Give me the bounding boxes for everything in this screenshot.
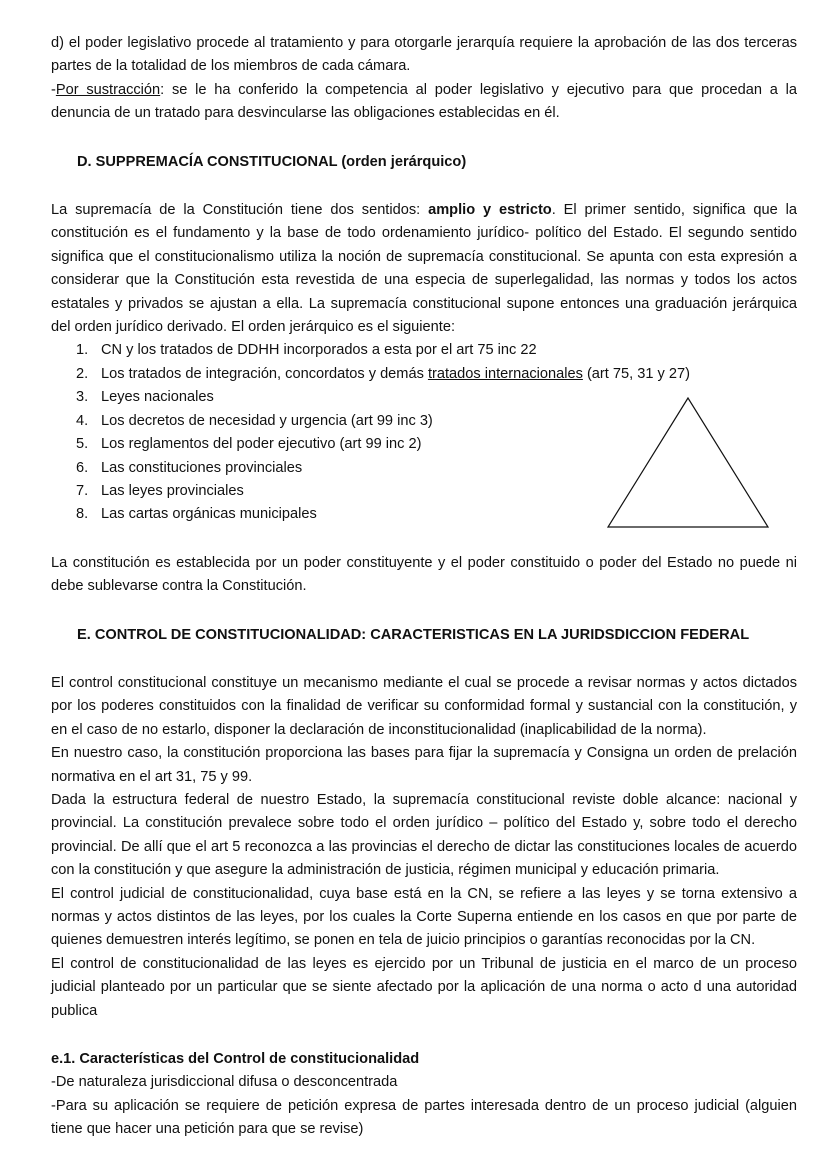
list-item (51, 339, 797, 362)
list-number: 3. (76, 389, 89, 406)
list-number: 8. (76, 506, 89, 523)
list-number: 2. (76, 365, 89, 382)
sustraccion-text: : se le ha conferido la competencia al poder legislativo y ejecutivo para que procedan a la denuncia de un tratado para desvincularse las obligaciones establecidas en él. (51, 81, 797, 122)
list-text: Las cartas orgánicas municipales (101, 506, 317, 523)
list-text: CN y los tratados de DDHH incorporados a esta por el art 75 inc 22 (101, 342, 537, 359)
supremacia-text-b: . El primer sentido, significa que la constitución es el fundamento y la base de todo ordenamiento jurídico- político del Estado. El segundo sentido significa que el constitucionalismo utiliza la noción de supremacía constitucional. Se apunta con esta expresión a considerar que la Constitución esta revestida de una especia de superlegalidad, las normas y todos los actos estatales y privados se ajustan a ella. La supremacía constitucional supone entonces una graduación jerárquica del orden jurídico derivado. El orden jerárquico es el siguiente: (51, 202, 797, 336)
list-text: Las constituciones provinciales (101, 459, 303, 476)
list-number: 7. (76, 482, 89, 499)
bullet-peticion: -Para su aplicación se requiere de petición expresa de partes interesada dentro de un proceso judicial (alguien tiene que hacer una petición para que se revise) (51, 1097, 797, 1138)
hierarchy-triangle-icon (607, 397, 769, 529)
constitucion-paragraph: La constitución es establecida por un poder constituyente y el poder constituido o poder del Estado no puede ni debe sublevarse contra la Constitución. (51, 554, 797, 595)
list-text: Leyes nacionales (101, 389, 214, 406)
list-item (51, 363, 797, 386)
list-text: Las leyes provinciales (101, 482, 244, 499)
document-page (51, 32, 797, 1142)
section-e1-heading: e.1. Características del Control de constitucionalidad (51, 1051, 420, 1068)
list-text: Los decretos de necesidad y urgencia (art 99 inc 3) (101, 412, 433, 429)
hierarchy-list-block (51, 339, 797, 526)
control-paragraph-3: Dada la estructura federal de nuestro Estado, la supremacía constitucional reviste doble alcance: nacional y provincial. La constitución prevalece sobre todo el orden jurídico – político del Estado y, sobre todo el derecho provincial. De allí que el art 5 reconozca a las provincias el derecho de dictar las constituciones locales de acuerdo con la constitución y que asegure la administración de justicia, régimen municipal y educación primaria. (51, 791, 797, 879)
control-paragraph-5: El control de constitucionalidad de las leyes es ejercido por un Tribunal de justicia en el marco de un proceso judicial planteado por un particular que se siente afectado por la aplicación de una norma o acto d una autoridad publica (51, 955, 797, 1019)
section-d-heading: D. SUPPREMACÍA CONSTITUCIONAL (orden jerárquico) (77, 153, 467, 170)
control-paragraph-2: En nuestro caso, la constitución proporciona las bases para fijar la supremacía y Consigna un orden de prelación normativa en el art 31, 75 y 99. (51, 745, 797, 785)
control-paragraph-1: El control constitucional constituye un mecanismo mediante el cual se procede a revisar normas y actos dictados por los poderes constituidos con la finalidad de verificar su conformidad formal y sustancial con la constitución, y en el caso de no estarlo, disponer la declaración de inconstitucionalidad (inaplicabilidad de la norma). (51, 674, 797, 738)
paragraph-item-d: d) el poder legislativo procede al tratamiento y para otorgarle jerarquía requiere la aprobación de las dos terceras partes de la totalidad de los miembros de cada cámara. (51, 35, 797, 75)
section-e-heading: E. CONTROL DE CONSTITUCIONALIDAD: CARACTERISTICAS EN LA JURIDSDICCION FEDERAL (77, 626, 750, 643)
supremacia-text-a: La supremacía de la Constitución tiene dos sentidos: (51, 202, 429, 219)
list-number: 5. (76, 436, 89, 453)
list-number: 4. (76, 412, 89, 429)
tratados-internacionales-link-text: tratados internacionales (427, 365, 583, 382)
list-number: 6. (76, 459, 89, 476)
sustraccion-label: Por sustracción (55, 81, 161, 98)
list-number: 1. (76, 342, 89, 359)
supremacia-paragraph (51, 199, 797, 339)
dash-prefix: - (51, 81, 56, 98)
list-text: Los reglamentos del poder ejecutivo (art 99 inc 2) (101, 436, 422, 453)
bullet-difusa: -De naturaleza jurisdiccional difusa o desconcentrada (51, 1074, 398, 1091)
paragraph-sustraccion (51, 79, 797, 126)
list-text-a: Los tratados de integración, concordatos y demás (101, 365, 428, 382)
list-text-b: (art 75, 31 y 27) (582, 365, 690, 382)
control-paragraph-4: El control judicial de constitucionalidad, cuya base está en la CN, se refiere a las leyes y se torna extensivo a normas y actos distintos de las leyes, por los cuales la Corte Superna entiende en los casos en que por parte de quienes demuestren interés legítimo, se ponen en tela de juicio principios o garantías reconocidas por la CN. (51, 885, 797, 949)
supremacia-bold: amplio y estricto (428, 202, 552, 219)
